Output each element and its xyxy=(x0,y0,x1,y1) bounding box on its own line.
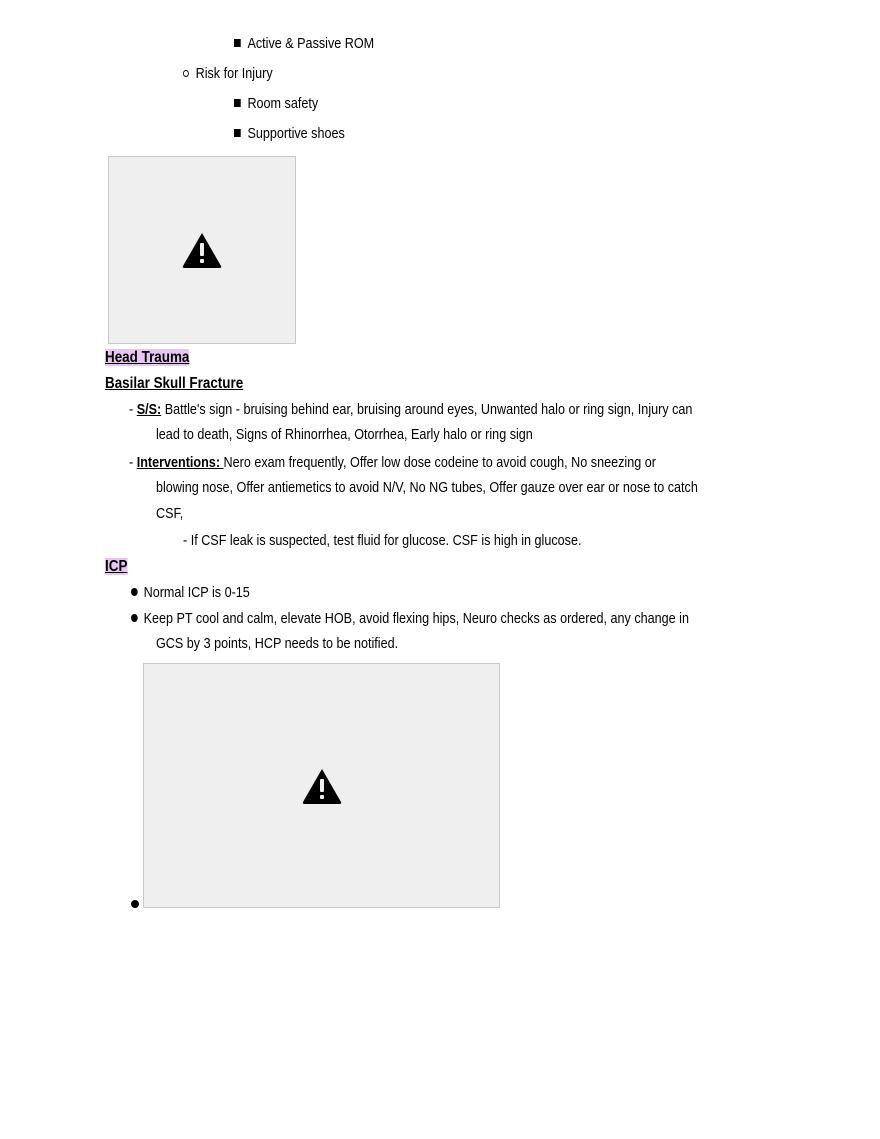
interventions-label: Interventions: xyxy=(136,454,224,471)
icp-item-keep-cool-line-2: GCS by 3 points, HCP needs to be notified. xyxy=(156,635,399,652)
warning-icon xyxy=(181,231,223,269)
disc-bullet-icon xyxy=(131,614,138,622)
square-bullet-icon xyxy=(234,129,241,137)
interventions-line-1: - Interventions: Nero exam frequently, Offer low dose codeine to avoid cough, No sneezing or xyxy=(129,454,656,471)
ss-label: S/S: xyxy=(136,401,162,418)
square-bullet-icon xyxy=(234,39,241,47)
broken-image-placeholder xyxy=(108,156,296,344)
icp-item-normal: Normal ICP is 0-15 xyxy=(131,583,250,603)
icp-item-keep-cool-line-1: Keep PT cool and calm, elevate HOB, avoid flexing hips, Neuro checks as ordered, any change in xyxy=(131,609,689,629)
disc-bullet-icon xyxy=(131,900,139,908)
heading-head-trauma: Head Trauma xyxy=(105,349,190,366)
list-item-room-safety: Room safety xyxy=(234,94,318,114)
ss-line-2: lead to death, Signs of Rhinorrhea, Otorrhea, Early halo or ring sign xyxy=(156,426,533,443)
list-item-rom: Active & Passive ROM xyxy=(234,34,374,54)
csf-note: - If CSF leak is suspected, test fluid for glucose. CSF is high in glucose. xyxy=(183,532,582,549)
circle-bullet-icon xyxy=(183,70,189,77)
interventions-line-3: CSF, xyxy=(156,505,184,522)
disc-bullet-icon xyxy=(131,588,138,596)
ss-line-1: - S/S: Battle's sign - bruising behind ear, bruising around eyes, Unwanted halo or ring sign, Injury can xyxy=(129,401,693,418)
heading-basilar-skull-fracture: Basilar Skull Fracture xyxy=(105,375,244,392)
heading-icp: ICP xyxy=(105,558,128,575)
interventions-line-2: blowing nose, Offer antiemetics to avoid N/V, No NG tubes, Offer gauze over ear or nose to catch xyxy=(156,479,698,496)
square-bullet-icon xyxy=(234,99,241,107)
list-item-risk-for-injury: Risk for Injury xyxy=(183,64,273,84)
list-item-supportive-shoes: Supportive shoes xyxy=(234,124,345,144)
broken-image-placeholder xyxy=(143,663,500,908)
warning-icon xyxy=(301,767,343,805)
